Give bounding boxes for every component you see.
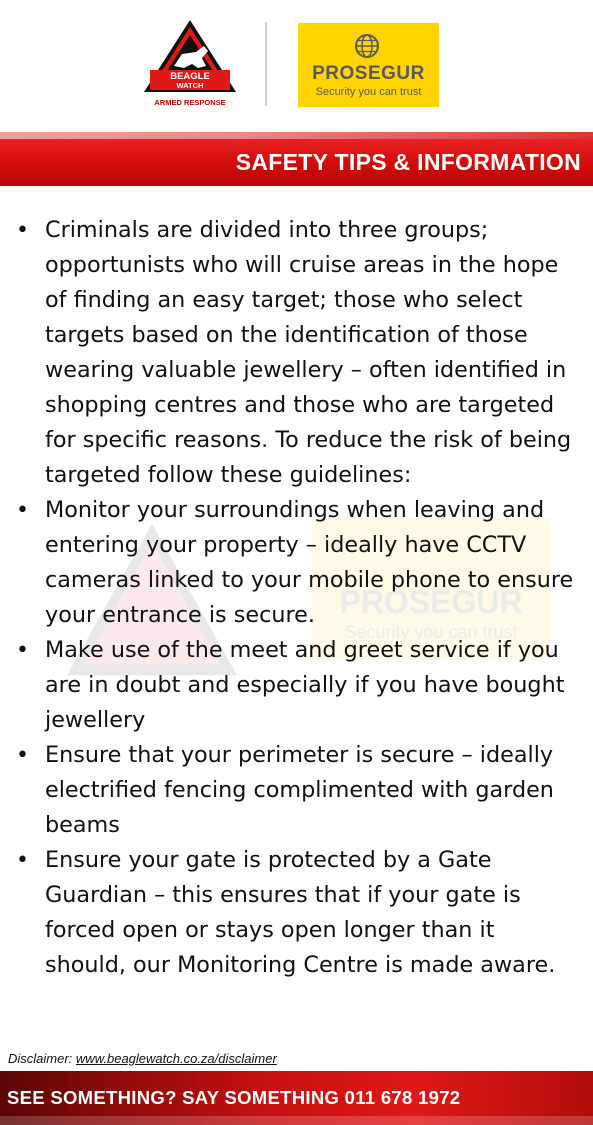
tip-item bbox=[0, 493, 593, 633]
bullet-icon: • bbox=[16, 218, 29, 243]
svg-text:ARMED RESPONSE: ARMED RESPONSE bbox=[154, 98, 226, 107]
bullet-icon: • bbox=[16, 638, 29, 663]
page-title: SAFETY TIPS & INFORMATION bbox=[235, 149, 581, 175]
prosegur-logo bbox=[298, 23, 439, 107]
bullet-icon: • bbox=[16, 848, 29, 873]
logo-divider bbox=[265, 22, 267, 106]
prosegur-watermark-tagline: Security you can trust bbox=[344, 622, 518, 642]
prosegur-tagline: Security you can trust bbox=[315, 86, 422, 98]
title-bar bbox=[0, 132, 593, 186]
tip-text: Criminals are divided into three groups; opportunists who will cruise areas in the hope of finding an easy target; those who select targets based on the identification of those wearing valuable jewellery – often identified in shopping centres and those who are targeted for specific reasons. To reduce the risk of being targeted follow these guidelines: bbox=[45, 217, 572, 488]
prosegur-name: PROSEGUR bbox=[312, 63, 425, 84]
disclaimer-label: Disclaimer: bbox=[8, 1051, 73, 1066]
svg-text:BEAGLE: BEAGLE bbox=[170, 71, 210, 82]
disclaimer-link[interactable]: www.beaglewatch.co.za/disclaimer bbox=[75, 1051, 277, 1066]
tip-text: Ensure your gate is protected by a Gate Guardian – this ensures that if your gate is forced open or stays open longer than it should, our Monitoring Centre is made aware. bbox=[45, 847, 556, 978]
beagle-watch-logo bbox=[140, 18, 240, 110]
tip-item bbox=[0, 843, 593, 983]
tip-text: Ensure that your perimeter is secure – ideally electrified fencing complimented with garden beams bbox=[45, 742, 554, 838]
disclaimer bbox=[8, 1051, 277, 1066]
tip-item bbox=[0, 738, 593, 843]
tip-text: Make use of the meet and greet service if you are in doubt and especially if you have bought jewellery bbox=[45, 637, 565, 733]
footer-text: SEE SOMETHING? SAY SOMETHING 011 678 1972 bbox=[7, 1087, 461, 1108]
bullet-icon: • bbox=[16, 743, 29, 768]
footer-bar bbox=[0, 1071, 593, 1125]
safety-tips-list bbox=[0, 213, 593, 983]
svg-text:WATCH: WATCH bbox=[176, 81, 204, 90]
tip-item bbox=[0, 213, 593, 493]
tip-text: Monitor your surroundings when leaving and entering your property – ideally have CCTV cameras linked to your mobile phone to ensure your entrance is secure. bbox=[45, 497, 574, 628]
bullet-icon: • bbox=[16, 498, 29, 523]
tip-item bbox=[0, 633, 593, 738]
prosegur-watermark-name: PROSEGUR bbox=[339, 584, 523, 620]
prosegur-globe-icon bbox=[354, 33, 380, 59]
header bbox=[0, 0, 593, 132]
